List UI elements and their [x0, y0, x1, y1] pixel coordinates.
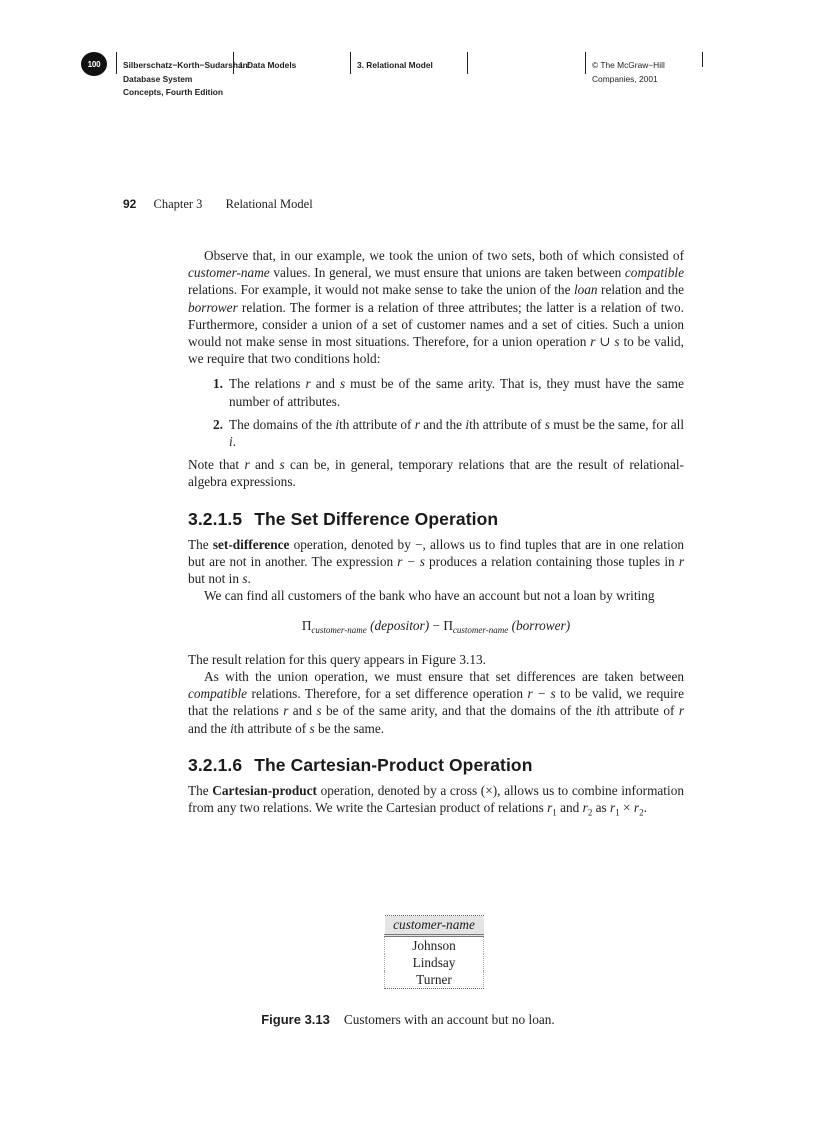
figure-table: [384, 915, 484, 989]
table-header: customer-name: [385, 916, 484, 936]
book-title-cell: [116, 52, 251, 97]
chapter-cell: [350, 52, 433, 74]
set-difference-paragraph: The set-difference operation, denoted by −, allows us to find tuples that are in one relation but are not in another. The expression r − s produces a relation containing those tuples in r but not in s.: [188, 536, 684, 587]
cartesian-paragraph: The Cartesian-product operation, denoted by a cross (×), allows us to combine information from any two relations. We write the Cartesian product of relations $r_1$ and $r_2$ as $r_1 \times r_2$.: [188, 783, 684, 818]
table-row: Johnson: [385, 936, 484, 955]
section-heading-set-difference: 3.2.1.5 The Set Difference Operation: [188, 508, 499, 529]
empty-cell: [467, 52, 474, 74]
part-cell: [233, 52, 296, 74]
table-row: Lindsay: [385, 954, 484, 971]
figure-label: Figure 3.13: [261, 1012, 330, 1027]
book-title-line-2: Database System: [123, 73, 193, 84]
book-title-line-3: Concepts, Fourth Edition: [123, 87, 224, 97]
result-paragraph: The result relation for this query appears in Figure 3.13.: [188, 651, 486, 667]
query-intro-paragraph: We can find all customers of the bank who have an account but not a loan by writing: [204, 588, 655, 604]
copyright-cell: [585, 52, 665, 84]
copyright-line-2: Companies, 2001: [592, 73, 658, 84]
chapter-label: 3. Relational Model: [357, 60, 433, 70]
book-title-line-1: Silberschatz−Korth−Sudarshan:: [123, 60, 251, 70]
intro-paragraph: Observe that, in our example, we took the union of two sets, both of which consisted of customer-name values. In general, we must ensure that unions are taken between compatible relations. For example, it would not make sense to take the union of the loan relation and the borrower relation. The former is a relation of three attributes; the latter is a relation of two. Furthermore, consider a union of a set of customer names and a set of cities. Such a union would not make sense in most situations. Therefore, for a union operation r ∪ s to be valid, we require that two conditions hold:: [188, 248, 685, 367]
header-end-rule: [702, 52, 703, 67]
compatibility-paragraph: As with the union operation, we must ensure that set differences are taken between compatible relations. Therefore, for a set difference operation r − s to be valid, we require that the relations r and s be of the same arity, and that the domains of the ith attribute of r and the ith attribute of s be the same.: [188, 669, 685, 736]
conditions-list: [188, 375, 684, 450]
list-item: 1. The relations r and s must be of the same arity. That is, they must have the same number of attributes.: [213, 376, 684, 409]
figure-caption-text: Customers with an account but no loan.: [343, 1012, 555, 1027]
page-number: 92: [123, 197, 137, 211]
relational-algebra-expression: $\Pi_{customer-name}$ (depositor) − $\Pi_{customer-name}$ (borrower): [301, 617, 571, 635]
customer-name-table: [384, 915, 484, 989]
chapter-title: Relational Model: [225, 197, 313, 211]
figure-caption: [0, 1012, 816, 1028]
table-row: Turner: [385, 971, 484, 989]
body-text: [188, 247, 684, 822]
chapter-number: Chapter 3: [153, 197, 203, 211]
running-header: [0, 52, 816, 112]
note-paragraph: Note that r and s can be, in general, temporary relations that are the result of relational-algebra expressions.: [188, 457, 684, 490]
list-item: 2. The domains of the ith attribute of r and the ith attribute of s must be the same, for all i.: [213, 416, 685, 450]
part-label: I. Data Models: [240, 60, 297, 70]
page-badge: 100: [81, 52, 107, 76]
chapter-running-line: [123, 197, 313, 212]
section-heading-cartesian-product: 3.2.1.6 The Cartesian-Product Operation: [188, 754, 533, 775]
copyright-line-1: © The McGraw−Hill: [592, 60, 665, 70]
